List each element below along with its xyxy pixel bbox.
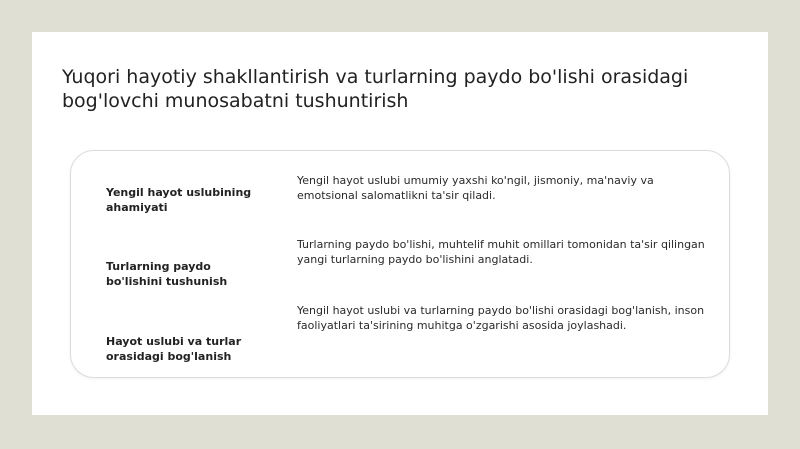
row-label-importance: Yengil hayot uslubining ahamiyati bbox=[106, 186, 252, 214]
row-description-connection: Yengil hayot uslubi va turlarning paydo bo'lishi orasidagi bog'lanish, inson faoliyatlari ta'sirining muhitga o'zgarishi asosida joylashadi. bbox=[297, 304, 705, 332]
row-description-importance: Yengil hayot uslubi umumiy yaxshi ko'ngil, jismoniy, ma'naviy va emotsional salomatlikni ta'sir qiladi. bbox=[297, 174, 654, 202]
slide-title: Yuqori hayotiy shakllantirish va turlarning paydo bo'lishi orasidagi bog'lovchi munosabatni tushuntirish bbox=[62, 66, 689, 112]
row-label-species-origin: Turlarning paydo bo'lishini tushunish bbox=[106, 260, 228, 288]
slide bbox=[32, 32, 768, 415]
row-label-connection: Hayot uslubi va turlar orasidagi bog'lanish bbox=[106, 335, 242, 363]
row-description-species-origin: Turlarning paydo bo'lishi, muhtelif muhit omillari tomonidan ta'sir qilingan yangi turlarning paydo bo'lishini anglatadi. bbox=[297, 238, 705, 266]
content-card bbox=[70, 150, 730, 378]
